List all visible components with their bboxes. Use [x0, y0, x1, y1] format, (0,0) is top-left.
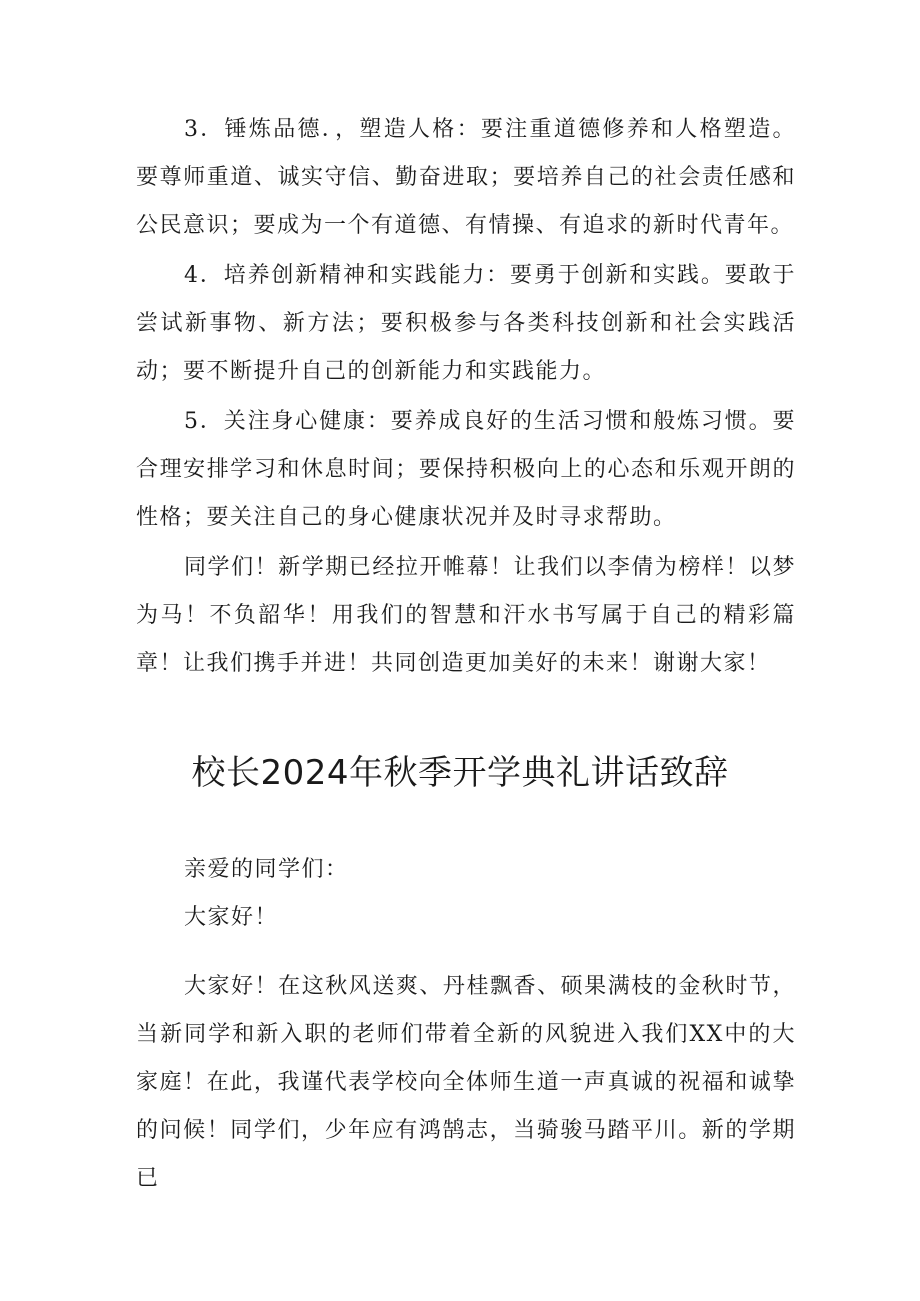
paragraph-item-3: 3．锤炼品德．，塑造人格：要注重道德修养和人格塑造。要尊师重道、诚实守信、勤奋进取；要培养自己的社会责任感和公民意识；要成为一个有道德、有情操、有追求的新时代青年。 — [136, 117, 796, 238]
greeting: 大家好！ — [184, 905, 279, 930]
continued-section — [136, 106, 796, 688]
speech-title: 校长2024年秋季开学典礼讲话致辞 — [191, 753, 729, 793]
speech-body — [136, 963, 796, 1203]
speech-opening — [136, 846, 796, 942]
salutation: 亲爱的同学们： — [184, 857, 349, 882]
paragraph-item-5: 5．关注身心健康：要养成良好的生活习惯和般炼习惯。要合理安排学习和休息时间；要保持积极向上的心态和乐观开朗的性格；要关注自己的身心健康状况并及时寻求帮助。 — [136, 409, 796, 530]
paragraph-item-4: 4．培养创新精神和实践能力：要勇于创新和实践。要敢于尝试新事物、新方法；要积极参与各类科技创新和社会实践活动；要不断提升自己的创新能力和实践能力。 — [136, 263, 796, 384]
closing-paragraph: 同学们！新学期已经拉开帷幕！让我们以李倩为榜样！以梦为马！不负韶华！用我们的智慧和汗水书写属于自己的精彩篇章！让我们携手并进！共同创造更加美好的未来！谢谢大家！ — [136, 555, 796, 676]
speech-paragraph: 大家好！在这秋风送爽、丹桂飘香、硕果满枝的金秋时节，当新同学和新入职的老师们带着全新的风貌进入我们XX中的大家庭！在此，我谨代表学校向全体师生道一声真诚的祝福和诚挚的问候！同学们，少年应有鸿鹄志，当骑骏马踏平川。新的学期已 — [136, 974, 796, 1191]
